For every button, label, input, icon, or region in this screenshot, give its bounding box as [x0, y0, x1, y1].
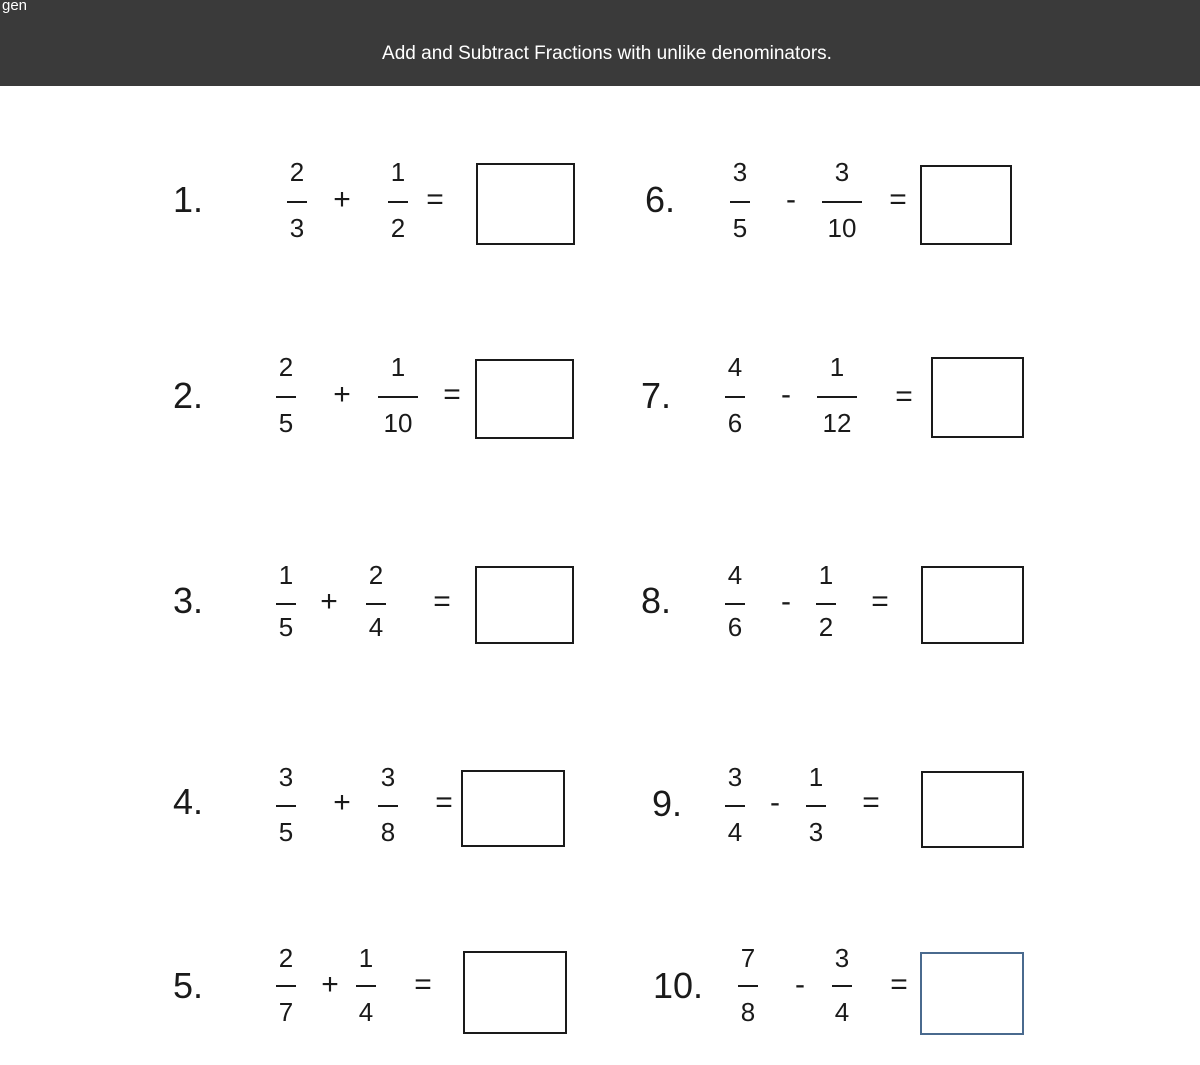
equals-sign: = [414, 968, 432, 1001]
answer-box-9[interactable] [921, 771, 1024, 848]
fraction-a-bar [287, 201, 307, 203]
fraction-a-bar [276, 396, 296, 398]
fraction-a-numerator: 7 [740, 943, 756, 973]
fraction-b-numerator: 1 [390, 157, 406, 187]
operator: - [781, 585, 791, 618]
fraction-b-denominator: 12 [822, 408, 852, 438]
equals-sign: = [862, 786, 880, 819]
fraction-a-denominator: 3 [289, 213, 305, 243]
fraction-b-denominator: 10 [383, 408, 413, 438]
fraction-b-denominator: 2 [390, 213, 406, 243]
fraction-a-numerator: 4 [727, 352, 743, 382]
fraction-a-denominator: 6 [727, 408, 743, 438]
fraction-b-bar [356, 985, 376, 987]
operator: + [321, 968, 339, 1001]
operator: - [795, 968, 805, 1001]
problem-number: 1. [173, 179, 204, 220]
fraction-b-bar [822, 201, 862, 203]
fraction-b-numerator: 1 [829, 352, 845, 382]
fraction-b-numerator: 1 [818, 560, 834, 590]
fraction-a-numerator: 2 [278, 943, 294, 973]
fraction-a-bar [725, 603, 745, 605]
fraction-b-bar [366, 603, 386, 605]
fraction-a-bar [730, 201, 750, 203]
operator: + [320, 585, 338, 618]
fraction-b-bar [832, 985, 852, 987]
problem-number: 8. [641, 580, 672, 621]
equals-sign: = [435, 786, 453, 819]
fraction-a-denominator: 4 [727, 817, 743, 847]
fraction-b-denominator: 4 [834, 997, 850, 1027]
fraction-a-bar [276, 805, 296, 807]
header-bar [0, 0, 1200, 86]
answer-box-10[interactable] [920, 952, 1024, 1035]
fraction-b-numerator: 1 [808, 762, 824, 792]
fraction-a-bar [276, 985, 296, 987]
operator: + [333, 378, 351, 411]
answer-box-7[interactable] [931, 357, 1024, 438]
answer-box-8[interactable] [921, 566, 1024, 644]
fraction-b-numerator: 2 [368, 560, 384, 590]
answer-box-3[interactable] [475, 566, 574, 644]
fraction-a-bar [738, 985, 758, 987]
fraction-b-denominator: 3 [808, 817, 824, 847]
operator: - [770, 786, 780, 819]
operator: + [333, 786, 351, 819]
fraction-b-bar [378, 805, 398, 807]
answer-box-4[interactable] [461, 770, 565, 847]
problem-number: 5. [173, 965, 204, 1006]
fraction-a-denominator: 7 [278, 997, 294, 1027]
answer-box-1[interactable] [476, 163, 575, 245]
fraction-b-bar [378, 396, 418, 398]
fraction-b-denominator: 4 [368, 612, 384, 642]
fraction-b-bar [806, 805, 826, 807]
fraction-a-denominator: 5 [278, 817, 294, 847]
problem-number: 4. [173, 781, 204, 822]
fraction-a-numerator: 3 [732, 157, 748, 187]
problem-number: 6. [645, 179, 676, 220]
problem-number: 9. [652, 783, 683, 824]
fraction-a-denominator: 8 [740, 997, 756, 1027]
fraction-a-denominator: 5 [732, 213, 748, 243]
fraction-b-denominator: 4 [358, 997, 374, 1027]
fraction-a-numerator: 2 [289, 157, 305, 187]
fraction-a-bar [276, 603, 296, 605]
fraction-b-denominator: 8 [380, 817, 396, 847]
operator: + [333, 183, 351, 216]
equals-sign: = [890, 968, 908, 1001]
fraction-a-numerator: 3 [278, 762, 294, 792]
fraction-a-numerator: 4 [727, 560, 743, 590]
fraction-a-denominator: 5 [278, 612, 294, 642]
fraction-b-denominator: 10 [827, 213, 857, 243]
fraction-a-numerator: 2 [278, 352, 294, 382]
fraction-b-bar [388, 201, 408, 203]
fraction-b-numerator: 3 [834, 943, 850, 973]
answer-box-5[interactable] [463, 951, 567, 1034]
fraction-b-bar [817, 396, 857, 398]
page-title: Add and Subtract Fractions with unlike denominators. [382, 43, 832, 64]
fraction-b-numerator: 1 [358, 943, 374, 973]
equals-sign: = [443, 378, 461, 411]
fraction-a-numerator: 3 [727, 762, 743, 792]
fraction-b-numerator: 1 [390, 352, 406, 382]
operator: - [786, 183, 796, 216]
equals-sign: = [433, 585, 451, 618]
problem-number: 7. [641, 375, 672, 416]
fraction-b-bar [816, 603, 836, 605]
fraction-b-denominator: 2 [818, 612, 834, 642]
problem-number: 10. [653, 965, 704, 1006]
problem-number: 2. [173, 375, 204, 416]
fraction-a-numerator: 1 [278, 560, 294, 590]
problem-number: 3. [173, 580, 204, 621]
answer-box-2[interactable] [475, 359, 574, 439]
fraction-b-numerator: 3 [380, 762, 396, 792]
fraction-a-denominator: 6 [727, 612, 743, 642]
app-label: gen [2, 0, 28, 14]
answer-box-6[interactable] [920, 165, 1012, 245]
fraction-b-numerator: 3 [834, 157, 850, 187]
equals-sign: = [426, 183, 444, 216]
equals-sign: = [871, 585, 889, 618]
fraction-a-bar [725, 396, 745, 398]
equals-sign: = [889, 183, 907, 216]
operator: - [781, 378, 791, 411]
fraction-a-denominator: 5 [278, 408, 294, 438]
equals-sign: = [895, 380, 913, 413]
fraction-a-bar [725, 805, 745, 807]
